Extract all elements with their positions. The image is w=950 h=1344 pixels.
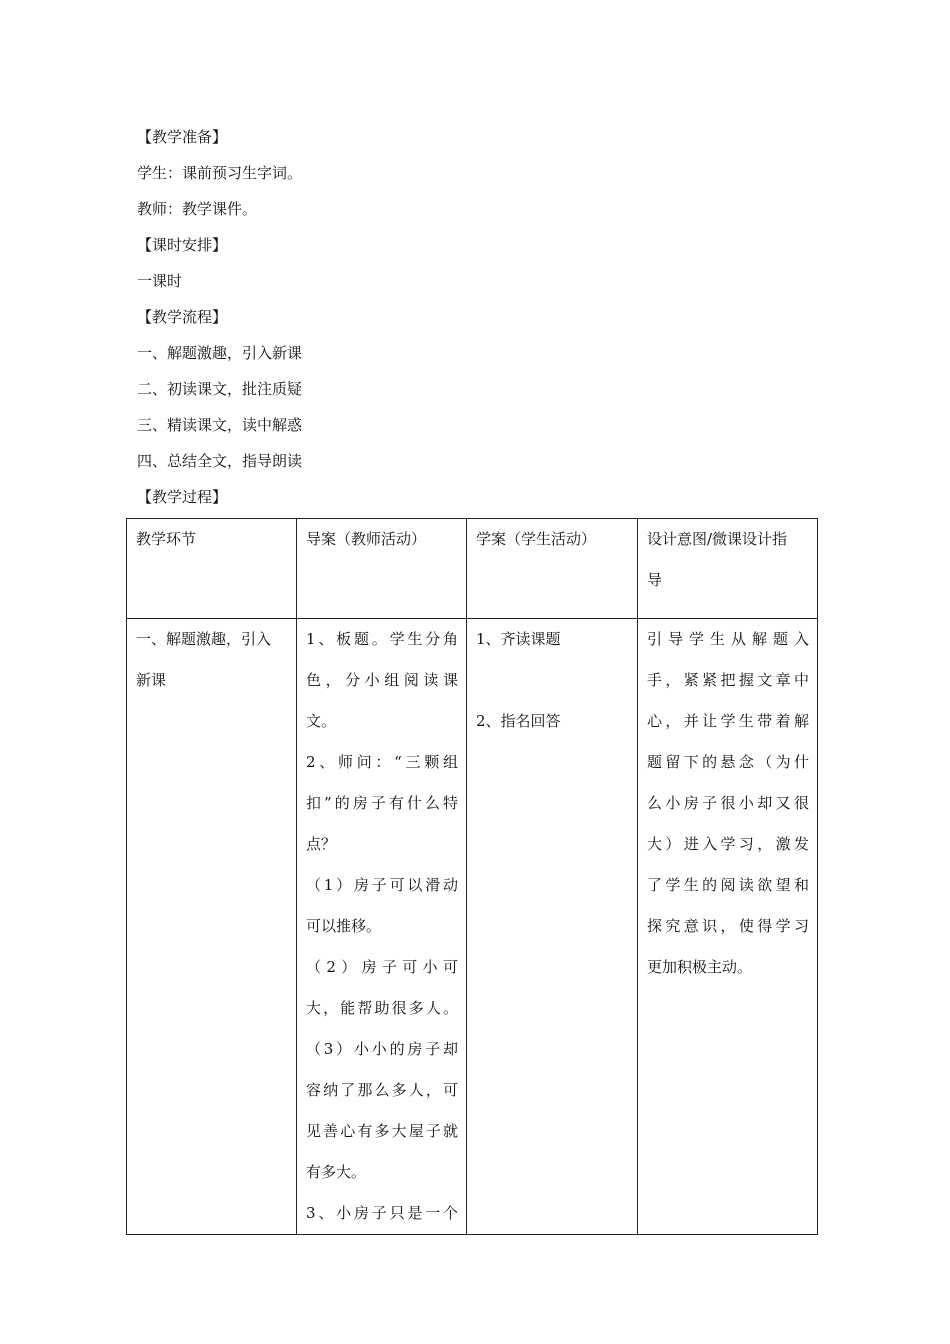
stage-cell (127, 619, 297, 1235)
design-text: 题留下的悬念（为什 (647, 753, 809, 771)
header-text: 设计意图/微课设计指 (647, 530, 788, 548)
design-text: 手，紧紧把握文章中 (647, 671, 809, 689)
flow-step: 三、精读课文，读中解惑 (137, 416, 303, 434)
design-text: 么小房子很小却又很 (647, 794, 809, 812)
design-text: 探究意识，使得学习 (647, 917, 809, 935)
teacher-text: 3、小房子只是一个 (306, 1204, 458, 1222)
teacher-text: 点？ (306, 835, 337, 853)
teacher-text: 容纳了那么多人，可 (306, 1081, 458, 1099)
design-text: 大）进入学习，激发 (647, 835, 809, 853)
flow-heading: 【教学流程】 (137, 308, 228, 326)
spacer (476, 660, 629, 701)
design-text: 更加积极主动。 (647, 958, 753, 976)
prep-teacher: 教师：教学课件。 (137, 200, 258, 218)
process-heading: 【教学过程】 (137, 488, 228, 506)
teacher-text: 扣”的房子有什么特 (306, 794, 458, 812)
teacher-text: 可以推移。 (306, 917, 382, 935)
teacher-text: 1、板题。学生分角 (306, 630, 458, 648)
stage-text: 新课 (136, 671, 167, 689)
table-header-row (127, 519, 818, 619)
design-text: 引导学生从解题入 (647, 630, 809, 648)
teacher-text: 2、师问：“三颗组 (306, 753, 458, 771)
teacher-activity-cell (297, 619, 467, 1235)
teacher-text: 文。 (306, 712, 337, 730)
teacher-text: 见善心有多大屋子就 (306, 1122, 458, 1140)
student-text: 2、指名回答 (476, 712, 561, 730)
header-text: 教学环节 (136, 530, 197, 548)
header-cell-student (467, 519, 638, 619)
header-cell-design (638, 519, 818, 619)
header-cell-teacher (297, 519, 467, 619)
teacher-text: （3）小小的房子却 (306, 1040, 458, 1058)
design-intent-cell (638, 619, 818, 1235)
teaching-process-table (126, 518, 818, 1235)
student-activity-cell (467, 619, 638, 1235)
stage-text: 一、解题激趣，引入 (136, 630, 272, 648)
header-text: 学案（学生活动） (476, 530, 597, 548)
teacher-text: （2）房子可小可 (306, 958, 458, 976)
design-text: 了学生的阅读欲望和 (647, 876, 809, 894)
flow-step: 一、解题激趣，引入新课 (137, 344, 303, 362)
flow-step: 二、初读课文，批注质疑 (137, 380, 303, 398)
prep-student: 学生：课前预习生字词。 (137, 164, 303, 182)
student-text: 1、齐读课题 (476, 630, 561, 648)
header-text: 导 (647, 571, 663, 589)
header-cell-stage (127, 519, 297, 619)
flow-step: 四、总结全文，指导朗读 (137, 452, 303, 470)
schedule-heading: 【课时安排】 (137, 236, 228, 254)
teacher-text: （1）房子可以滑动 (306, 876, 458, 894)
header-text: 导案（教师活动） (306, 530, 427, 548)
table-row (127, 619, 818, 1235)
teacher-text: 大，能帮助很多人。 (306, 999, 458, 1017)
teacher-text: 色，分小组阅读课 (306, 671, 458, 689)
design-text: 心，并让学生带着解 (647, 712, 809, 730)
prep-heading: 【教学准备】 (137, 128, 228, 146)
teacher-text: 有多大。 (306, 1163, 367, 1181)
schedule-value: 一课时 (137, 272, 183, 290)
